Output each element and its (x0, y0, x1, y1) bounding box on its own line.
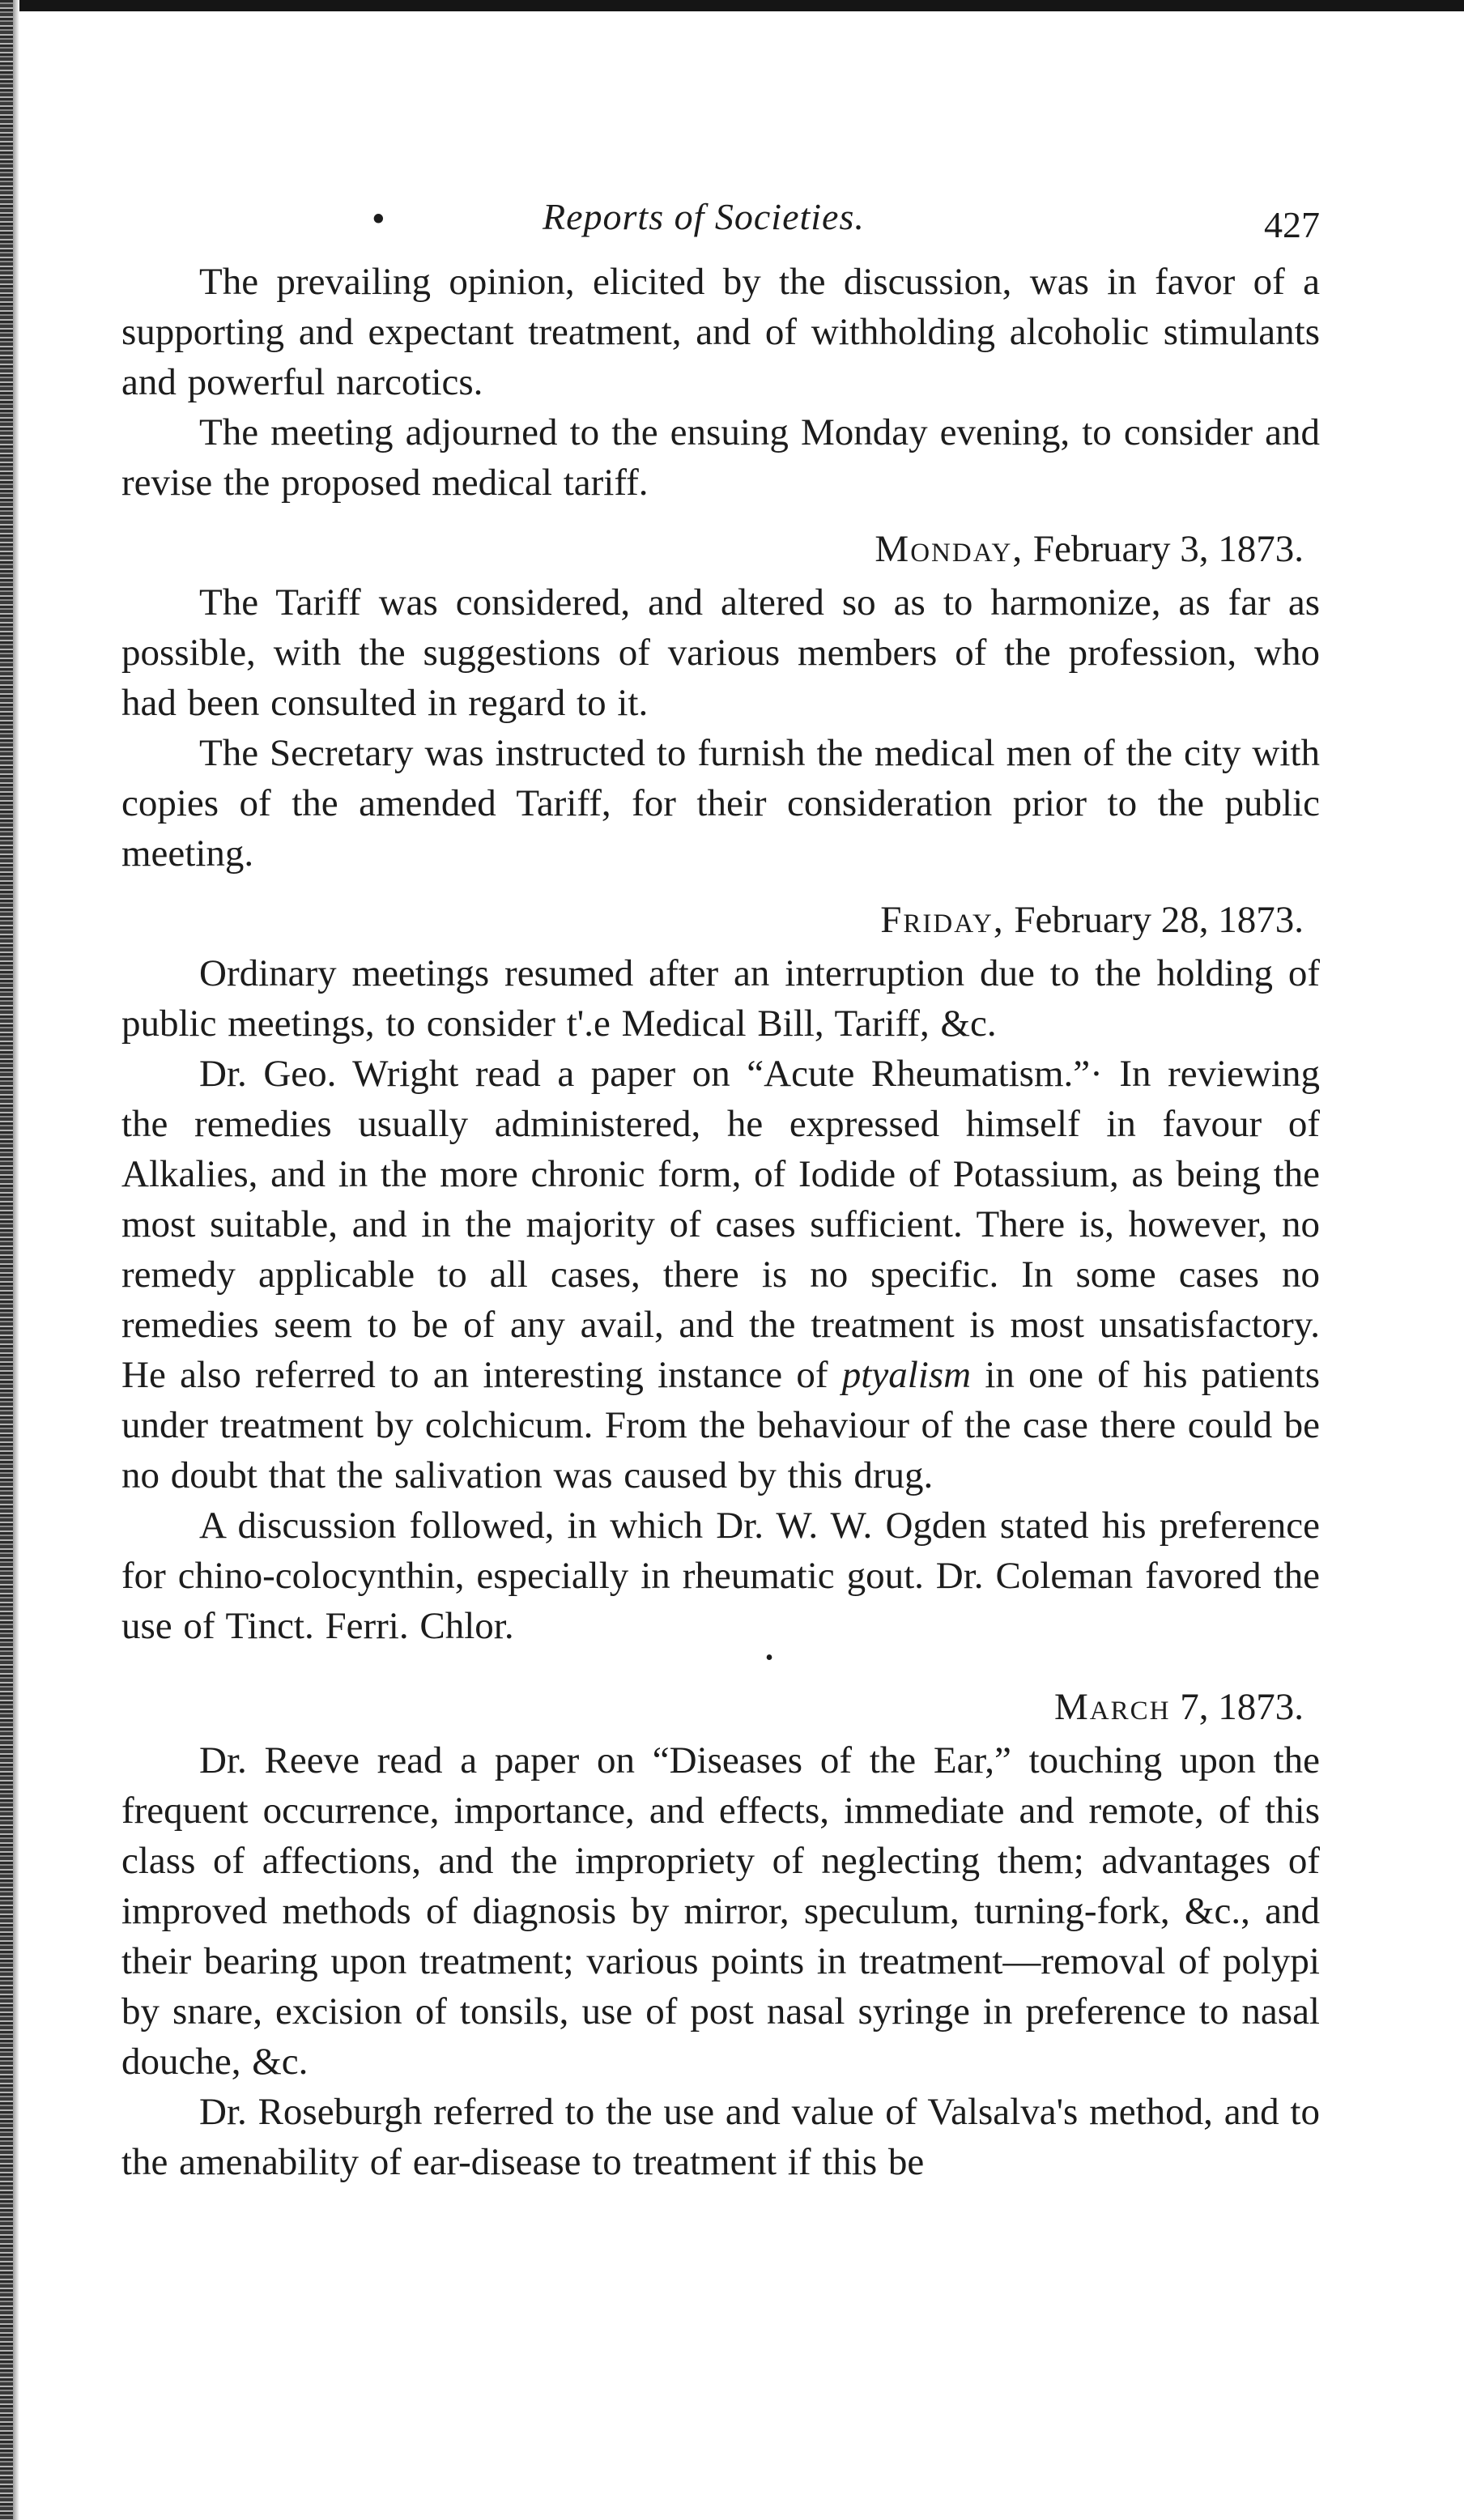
paragraph-discussion-followed: A discussion followed, in which Dr. W. W. Ogden stated his preference for chino-colocynthin, especially in rheumatic gout. Dr. Coleman favored the use of Tinct. Ferri. Chlor. (121, 1505, 1320, 1647)
paragraph-tariff-considered: The Tariff was considered, and altered so as to harmonize, as far as possible, with the suggestions of various members of the profession, who had been consulted in regard to it. (121, 581, 1320, 724)
top-border-rule (16, 0, 1464, 11)
dateline-date: February 3, 1873. (1024, 528, 1304, 570)
page-number: 427 (1264, 204, 1320, 245)
book-spine-edge (0, 0, 13, 2520)
dateline-day: March (1054, 1686, 1171, 1728)
dateline-friday (121, 895, 1320, 945)
dateline-date: February 28, 1873. (1004, 899, 1304, 941)
paragraph-meeting-adjourned: The meeting adjourned to the ensuing Monday evening, to consider and revise the proposed medical tariff. (121, 411, 1320, 504)
dateline-day: Monday, (875, 528, 1024, 570)
paragraph-valsalva-method: Dr. Roseburgh referred to the use and value of Valsalva's method, and to the amenability of ear-disease to treatment if this be (121, 2091, 1320, 2183)
paragraph-diseases-of-ear: Dr. Reeve read a paper on “Diseases of the Ear,” touching upon the frequent occurrence, importance, and effects, immediate and remote, of this class of affections, and the impropriety of neglecting them; advantages of improved methods of diagnosis by mirror, speculum, turning-fork, &c., and their bearing upon treatment; various points in treatment—removal of polypi by snare, excision of tonsils, use of post nasal syringe in preference to nasal douche, &c. (121, 1739, 1320, 2083)
paragraph-acute-rheumatism (121, 1049, 1320, 1501)
dateline-day: Friday, (880, 899, 1005, 941)
header-bullet: • (372, 201, 385, 238)
paragraph-secretary-instructed: The Secretary was instructed to furnish the medical men of the city with copies of the amended Tariff, for their consideration prior to the public meeting. (121, 732, 1320, 875)
dateline-monday (121, 524, 1320, 574)
paragraph-ordinary-meetings: Ordinary meetings resumed after an interruption due to the holding of public meetings, to consider t'.e Medical Bill, Tariff, &c. (121, 952, 1320, 1045)
rheumatism-text-end: in one of his patients under treatment by colchicum. From the behaviour of the case there could be no doubt that the salivation was caused by this drug. (121, 1354, 1320, 1496)
rheumatism-text-start: Dr. Geo. Wright read a paper on “Acute Rheumatism.”· In reviewing the remedies usually administered, he expressed himself in favour of Alkalies, and in the more chronic form, of Iodide of Potassium, as being the most suitable, and in the majority of cases sufficient. There is, however, no remedy applicable to all cases, there is no specific. In some cases no remedies seem to be of any avail, and the treatment is most unsatisfactory. He also referred to an interesting instance of (121, 1053, 1320, 1396)
italic-term-ptyalism: ptyalism (841, 1354, 972, 1396)
stray-print-mark: • (765, 1645, 773, 1671)
page-gutter-shadow (13, 0, 19, 2520)
running-header (121, 182, 1320, 257)
paragraph-prevailing-opinion: The prevailing opinion, elicited by the discussion, was in favor of a supporting and expectant treatment, and of withholding alcoholic stimulants and powerful narcotics. (121, 261, 1320, 403)
dateline-march (121, 1682, 1320, 1732)
dateline-date: 7, 1873. (1170, 1686, 1304, 1728)
book-page (121, 182, 1320, 2187)
running-title: Reports of Societies. (543, 196, 865, 237)
